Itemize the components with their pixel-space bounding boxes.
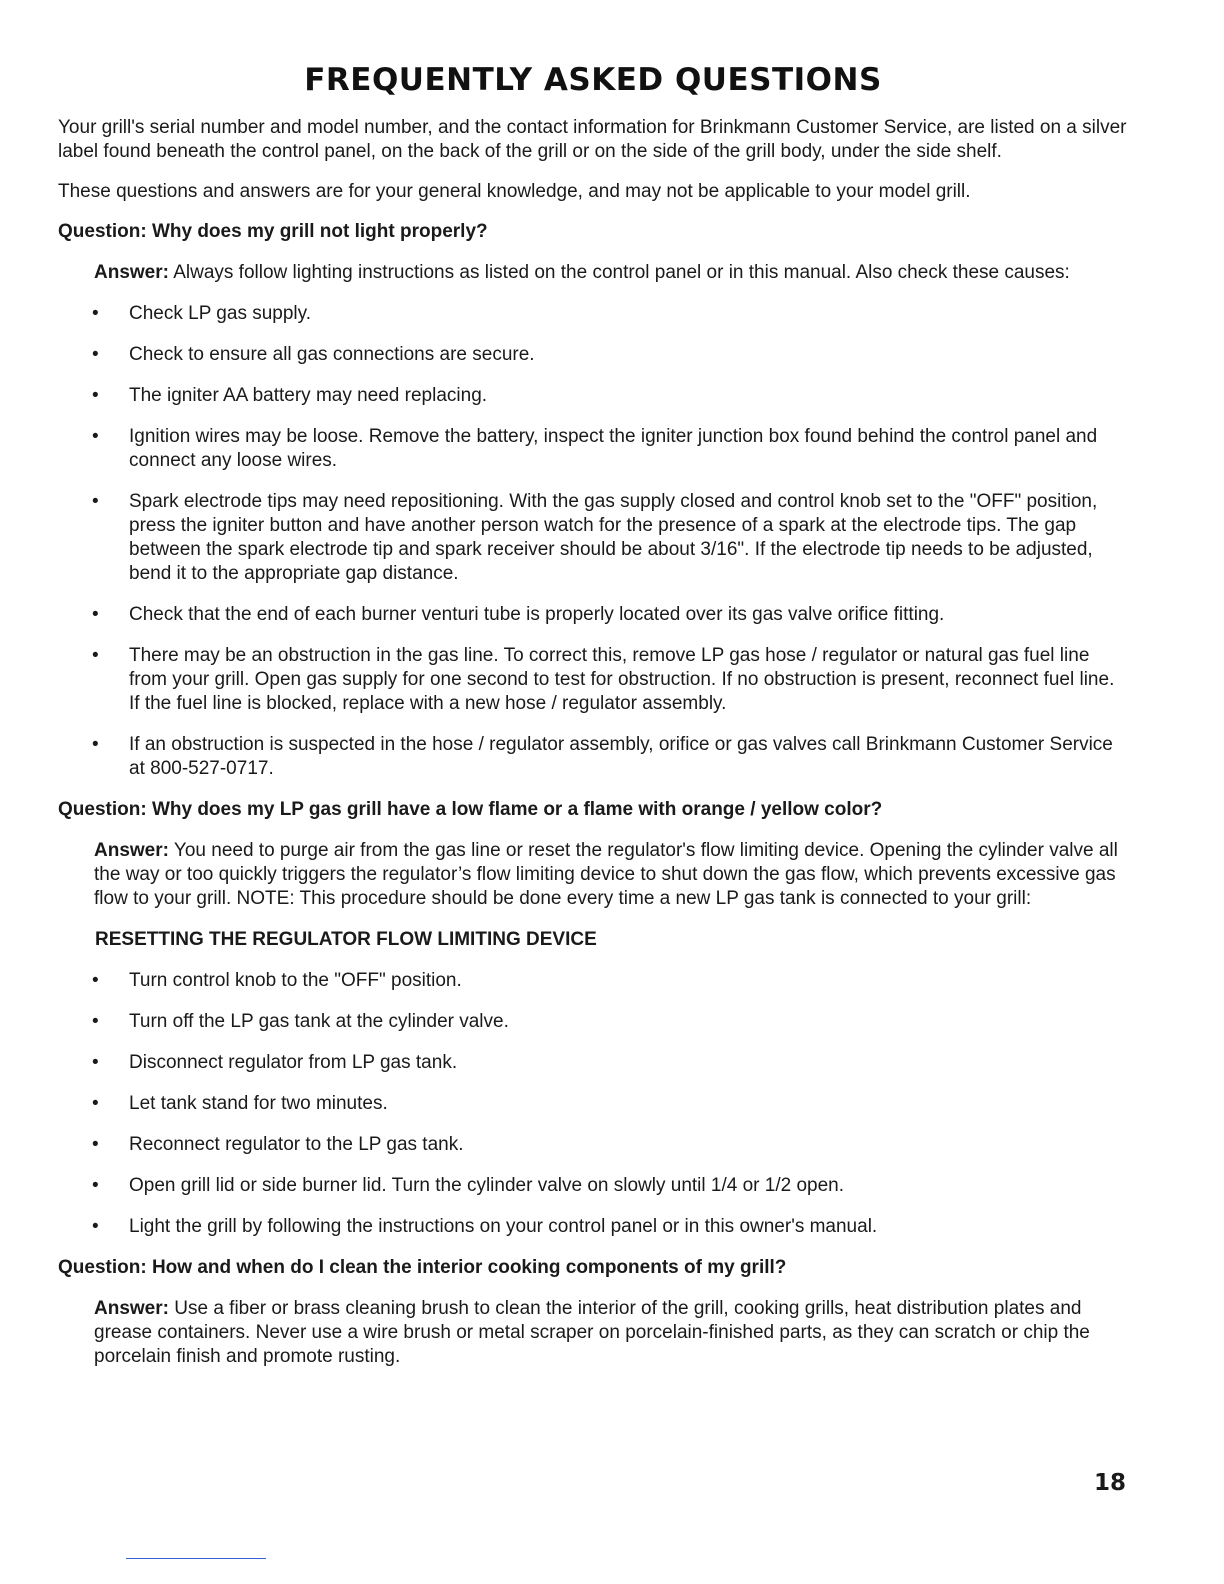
answer-3 [94, 1297, 1128, 1369]
answer-2-text: You need to purge air from the gas line or reset the regulator's flow limiting device. Opening the cylinder valve all the way or too quickly triggers the regulator’s flow limiting device to shut down the gas flow, which prevents excessive gas flow to your grill. NOTE: This procedure should be done every time a new LP gas tank is connected to your grill: [94, 840, 1118, 909]
list-item: • If an obstruction is suspected in the hose / regulator assembly, orifice or gas valves call Brinkmann Customer Service at 800-527-0717. [129, 733, 1128, 781]
list-item: • Check that the end of each burner venturi tube is properly located over its gas valve orifice fitting. [129, 603, 1128, 627]
list-item: • Spark electrode tips may need repositioning. With the gas supply closed and control knob set to the "OFF" position, press the igniter button and have another person watch for the presence of a spark at the electrode tips. The gap between the spark electrode tip and spark receiver should be about 3/16". If the electrode tip needs to be adjusted, bend it to the appropriate gap distance. [129, 490, 1128, 586]
answer-1-list [58, 302, 1128, 781]
intro-paragraph-1: Your grill's serial number and model number, and the contact information for Brinkmann Customer Service, are listed on a silver label found beneath the control panel, on the back of the grill or on the side of the grill body, under the side shelf. [58, 117, 1127, 162]
question-2: Question: Why does my LP gas grill have a low flame or a flame with orange / yellow color? [58, 799, 883, 820]
list-item: • Open grill lid or side burner lid. Turn the cylinder valve on slowly until 1/4 or 1/2 open. [129, 1174, 1128, 1198]
answer-1-label: Answer: [94, 262, 169, 283]
list-item: • Turn control knob to the "OFF" position. [129, 969, 1128, 993]
intro-paragraph-2: These questions and answers are for your general knowledge, and may not be applicable to your model grill. [58, 181, 971, 202]
faq-page [58, 62, 1128, 1386]
answer-3-label: Answer: [94, 1298, 169, 1319]
list-item: • Check LP gas supply. [129, 302, 1128, 326]
question-1: Question: Why does my grill not light properly? [58, 221, 488, 242]
list-item: • Disconnect regulator from LP gas tank. [129, 1051, 1128, 1075]
footer-divider [126, 1558, 266, 1559]
answer-1-text: Always follow lighting instructions as listed on the control panel or in this manual. Also check these causes: [168, 262, 1070, 283]
list-item: • Reconnect regulator to the LP gas tank. [129, 1133, 1128, 1157]
answer-2-list [58, 969, 1128, 1239]
list-item: • Ignition wires may be loose. Remove the battery, inspect the igniter junction box found behind the control panel and connect any loose wires. [129, 425, 1128, 473]
section-subheading: RESETTING THE REGULATOR FLOW LIMITING DEVICE [95, 929, 597, 950]
answer-3-text: Use a fiber or brass cleaning brush to clean the interior of the grill, cooking grills, heat distribution plates and grease containers. Never use a wire brush or metal scraper on porcelain-finished parts, as they can scratch or chip the porcelain finish and promote rusting. [94, 1298, 1090, 1367]
list-item: • Turn off the LP gas tank at the cylinder valve. [129, 1010, 1128, 1034]
answer-1 [94, 261, 1128, 285]
list-item: • Let tank stand for two minutes. [129, 1092, 1128, 1116]
page-title: FREQUENTLY ASKED QUESTIONS [304, 62, 882, 98]
answer-2-label: Answer: [94, 840, 169, 861]
list-item: • Check to ensure all gas connections are secure. [129, 343, 1128, 367]
list-item: • There may be an obstruction in the gas line. To correct this, remove LP gas hose / regulator or natural gas fuel line from your grill. Open gas supply for one second to test for obstruction. If no obstruction is present, reconnect fuel line. If the fuel line is blocked, replace with a new hose / regulator assembly. [129, 644, 1128, 716]
question-3: Question: How and when do I clean the interior cooking components of my grill? [58, 1257, 787, 1278]
answer-2 [94, 839, 1128, 911]
list-item: • The igniter AA battery may need replacing. [129, 384, 1128, 408]
list-item: • Light the grill by following the instructions on your control panel or in this owner's manual. [129, 1215, 1128, 1239]
page-number: 18 [1093, 1470, 1126, 1496]
